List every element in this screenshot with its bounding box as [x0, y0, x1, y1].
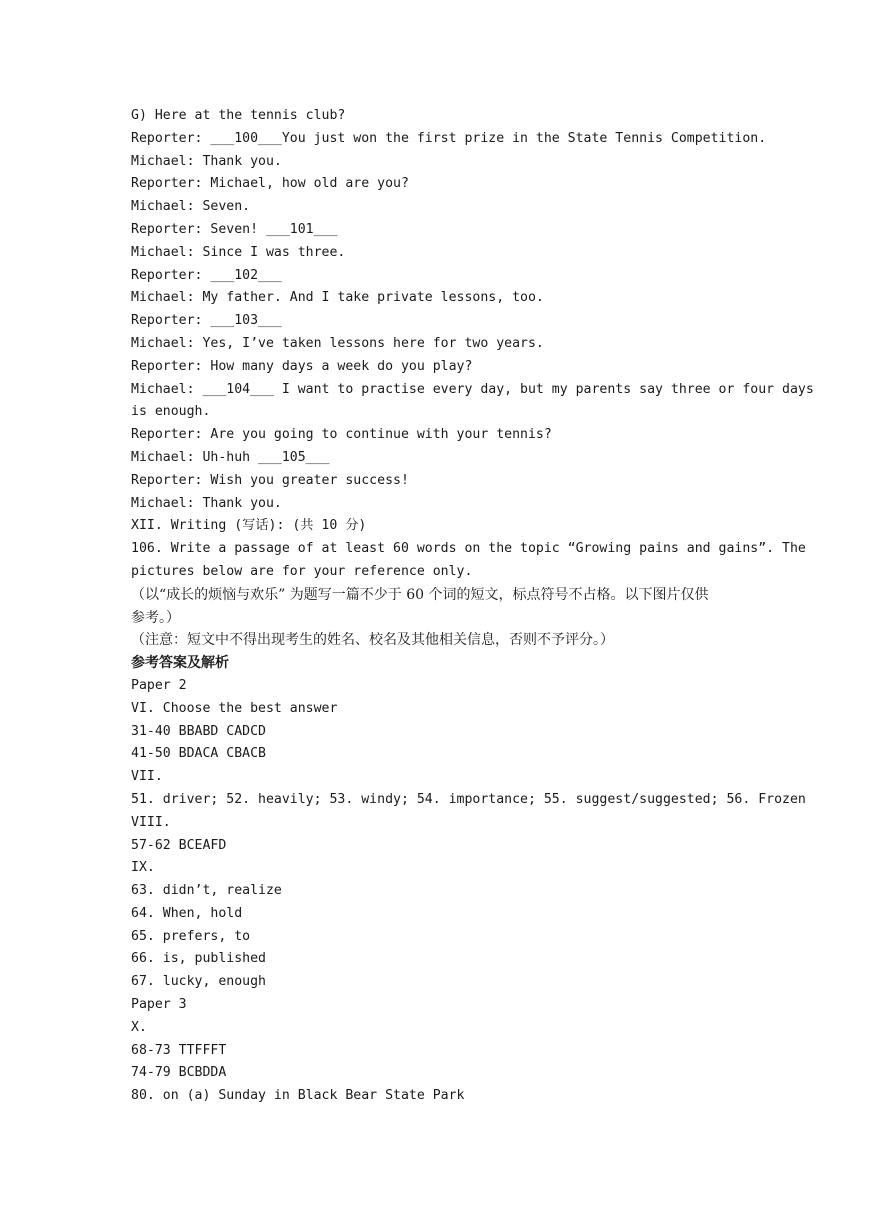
text-line: VIII.	[131, 814, 171, 830]
text-line: Reporter: ___100___You just won the first prize in the State Tennis Competition.	[131, 130, 767, 146]
text-line: X.	[131, 1019, 147, 1035]
text-line: 66. is, published	[131, 951, 266, 967]
text-line: Paper 2	[131, 677, 187, 693]
text-line: Reporter: Wish you greater success!	[131, 472, 409, 488]
text-line: 80. on (a) Sunday in Black Bear State Park	[131, 1088, 465, 1104]
text-line: IX.	[131, 860, 155, 876]
text-line: 106. Write a passage of at least 60 words on the topic “Growing pains and gains”. The	[131, 541, 806, 557]
text-line: Michael: Uh-huh ___105___	[131, 449, 330, 465]
text-line: Reporter: How many days a week do you play?	[131, 358, 473, 374]
text-line: 74-79 BCBDDA	[131, 1065, 227, 1081]
text-line: XII. Writing (写话): (共 10 分)	[131, 518, 367, 534]
text-line: Michael: Thank you.	[131, 153, 282, 169]
text-line: Michael: My father. And I take private lessons, too.	[131, 290, 544, 306]
text-line: Reporter: Are you going to continue with your tennis?	[131, 427, 552, 443]
text-line: G) Here at the tennis club?	[131, 108, 346, 123]
text-line: 参考。）	[131, 609, 180, 626]
text-line: VII.	[131, 769, 163, 785]
text-line: pictures below are for your reference only.	[131, 563, 473, 579]
text-line: Michael: ___104___ I want to practise every day, but my parents say three or four days	[131, 381, 814, 397]
text-line: 64. When, hold	[131, 905, 243, 921]
text-line: （注意：短文中不得出现考生的姓名、校名及其他相关信息，否则不予评分。）	[131, 632, 614, 649]
text-line: Michael: Seven.	[131, 199, 251, 215]
text-line: 65. prefers, to	[131, 928, 251, 944]
text-line: 68-73 TTFFFT	[131, 1042, 227, 1058]
text-line: 67. lucky, enough	[131, 974, 266, 990]
text-line: 31-40 BBABD CADCD	[131, 723, 266, 739]
text-line: Reporter: ___102___	[131, 267, 282, 283]
text-line: 57-62 BCEAFD	[131, 837, 227, 853]
text-line: VI. Choose the best answer	[131, 700, 338, 716]
text-line: 63. didn’t, realize	[131, 883, 282, 899]
text-line: Reporter: Seven! ___101___	[131, 221, 338, 237]
text-line: （以“成长的烦恼与欢乐” 为题写一篇不少于 60 个词的短文，标点符号不占格。以下图片仅供	[131, 586, 709, 603]
text-line: 51. driver; 52. heavily; 53. windy; 54. importance; 55. suggest/suggested; 56. Frozen	[131, 791, 806, 807]
document-body	[131, 105, 814, 1108]
text-line: Reporter: Michael, how old are you?	[131, 176, 409, 192]
text-line: 41-50 BDACA CBACB	[131, 746, 266, 762]
text-line: Reporter: ___103___	[131, 313, 282, 329]
text-line: Michael: Yes, I’ve taken lessons here for two years.	[131, 335, 544, 351]
section-heading: 参考答案及解析	[131, 655, 229, 672]
text-line: Michael: Thank you.	[131, 495, 282, 511]
text-line: Paper 3	[131, 997, 187, 1013]
text-line: is enough.	[131, 404, 211, 420]
text-line: Michael: Since I was three.	[131, 244, 346, 260]
